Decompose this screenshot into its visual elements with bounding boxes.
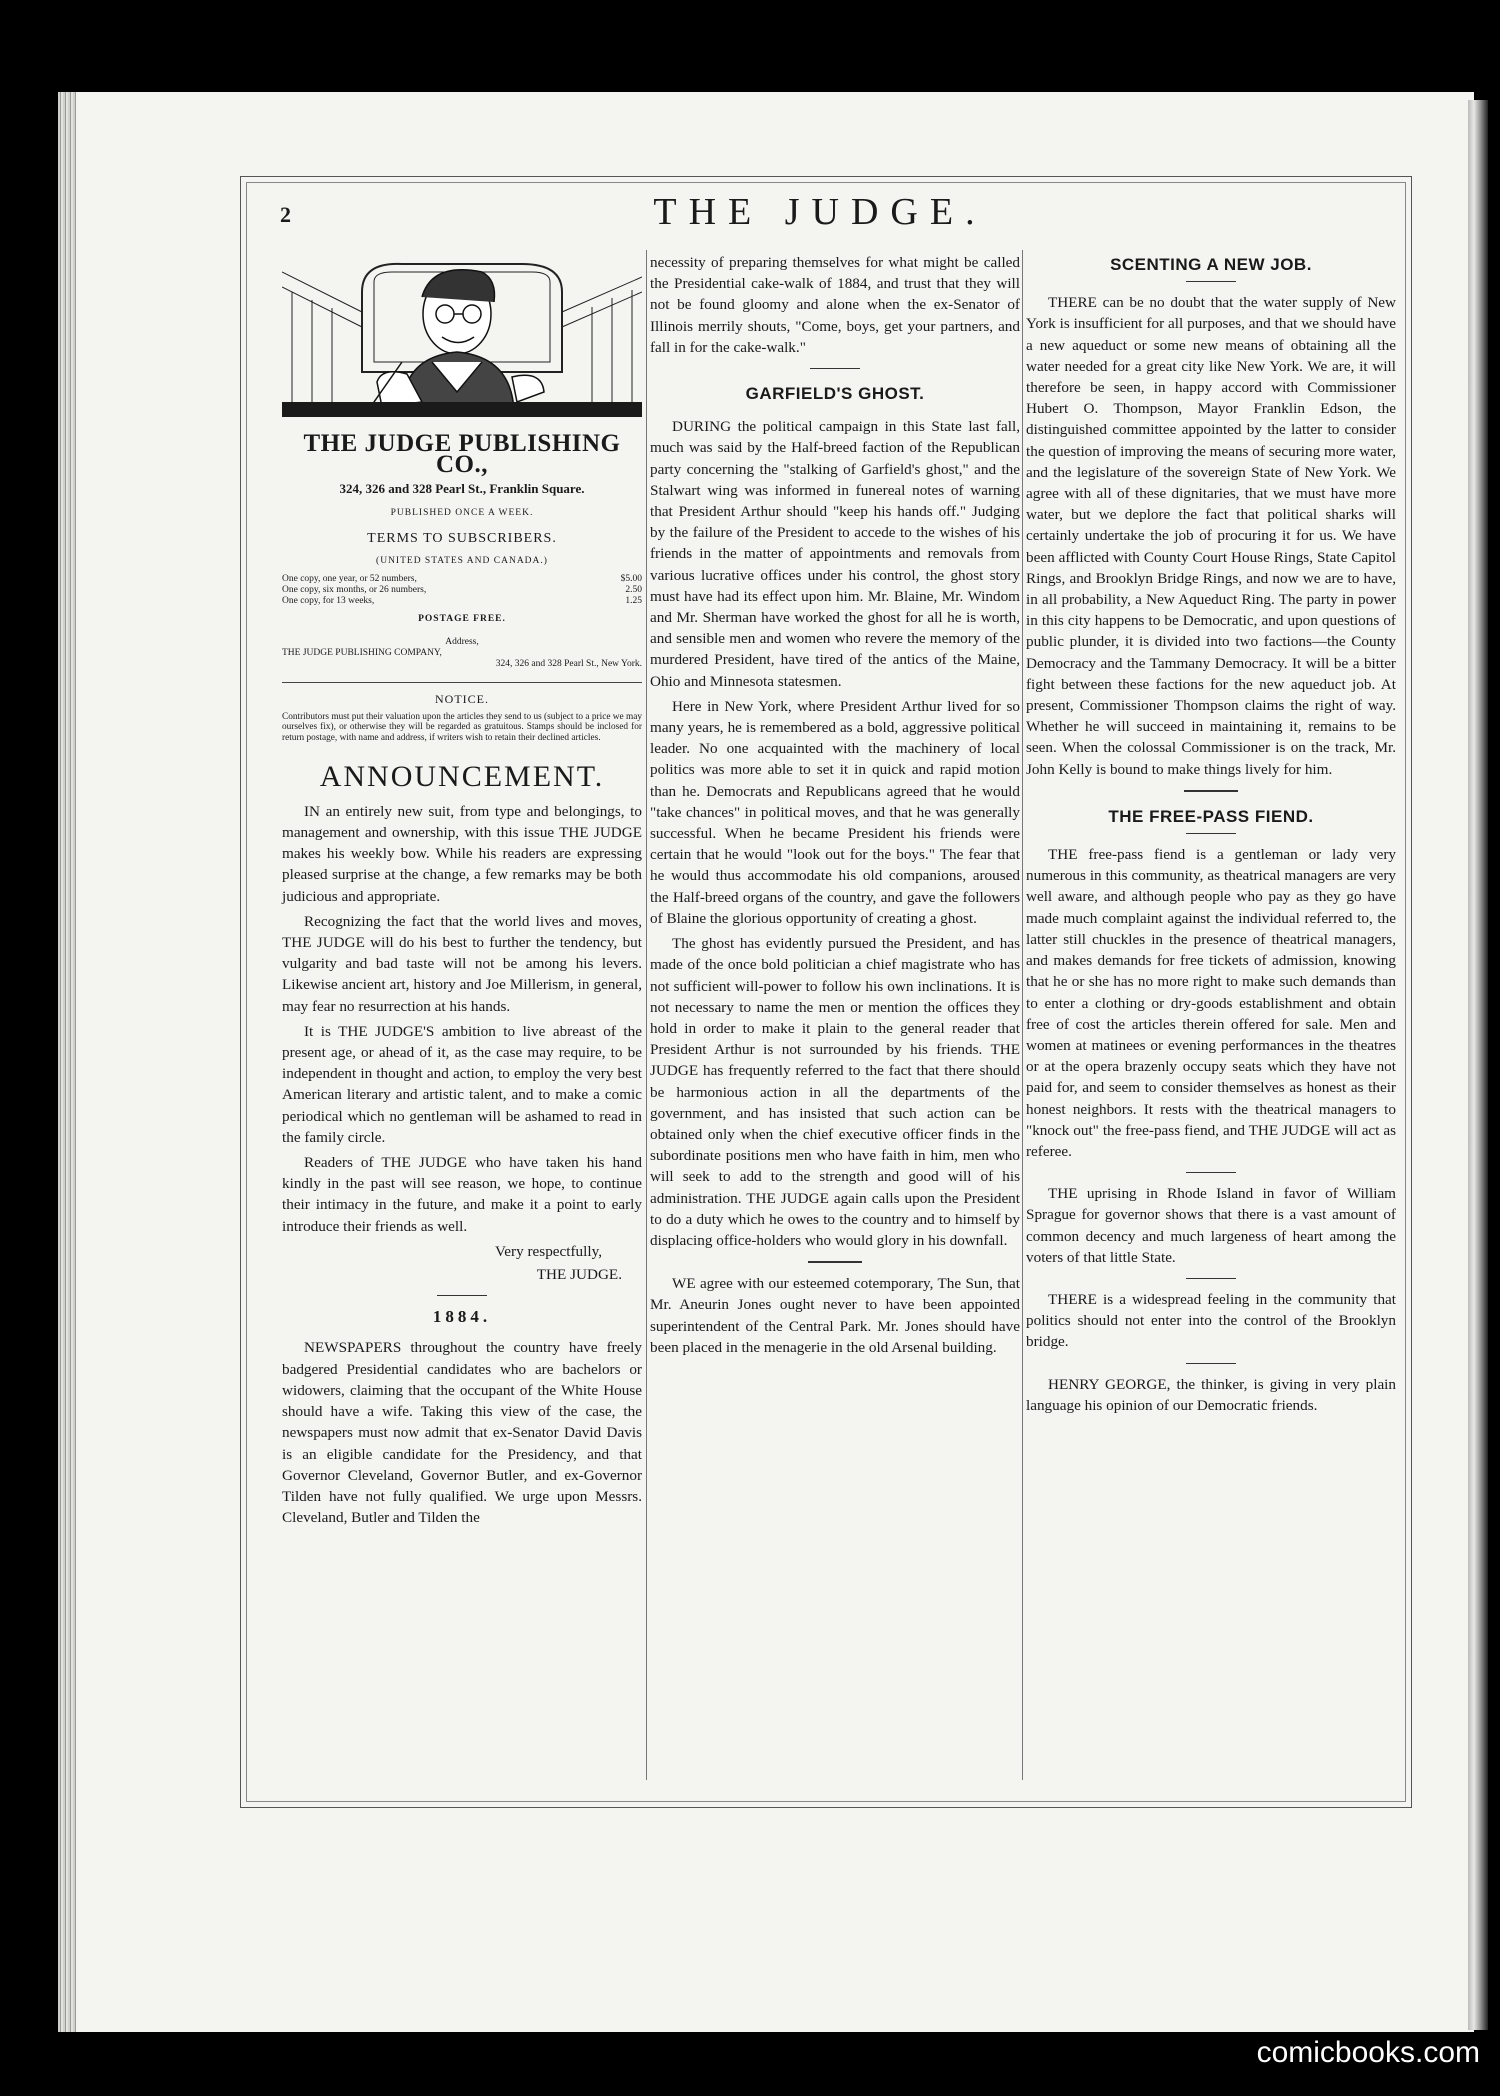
garfield-title: GARFIELD'S GHOST. — [745, 384, 925, 404]
freepass-text: THE free-pass fiend is a gentleman or lady very numerous in this community, as theatrical managers are very well aware, and although people who pay as they go have made much complaint against the individual referred to, the latter still chuckles in the presence of theatrical managers, and makes demands for free tickets of admission, knowing that he or she has no more right to make such demands than to enter a clothing or dry-goods establishment and obtain free of cost the articles therein offered for sale. Men and women at matinees or evening performances in the theatres or at the opera brazenly occupy seats which they have not paid for, and seem to consider themselves as honest as their honest neighbors. It rests with the theatrical managers to "knock out" the free-pass fiend, and THE JUDGE will act as referee. — [1026, 846, 1396, 1160]
short-note: THERE is a widespread feeling in the community that politics should not enter into the control of the Brooklyn bridge. — [1026, 1290, 1396, 1351]
judge-writing-illustration-icon — [282, 252, 642, 417]
publisher-address: 324, 326 and 328 Pearl St., Franklin Square. — [339, 480, 585, 496]
publication-frequency: PUBLISHED ONCE A WEEK. — [390, 507, 534, 518]
article-1884-text: NEWSPAPERS throughout the country have freely badgered Presidential candidates who are bachelors or widowers, claiming that the occupant of the White House should have a wife. Taking this view of the case, the newspapers must now admit that ex-Senator David Davis is an eligible candidate for the Presidency, and that Governor Cleveland, Governor Butler, and ex-Governor Tilden have not fully qualified. We urge upon Messrs. Cleveland, Butler and Tilden the — [282, 1339, 642, 1527]
rate-row: One copy, six months, or 26 numbers, 2.50 — [282, 585, 642, 596]
page-binding — [58, 92, 76, 2032]
freepass-title: THE FREE-PASS FIEND. — [1108, 806, 1314, 826]
announcement-paragraph: Recognizing the fact that the world lives and moves, THE JUDGE will do his best to further the tendency, but vulgarity and bad taste will not be among his levers. Likewise ancient art, history and Joe Millerism, in general, may fear no resurrection at his hands. — [282, 912, 642, 1015]
section-rule — [1186, 833, 1236, 834]
postage-note: POSTAGE FREE. — [418, 614, 506, 625]
column-rule-2 — [1022, 250, 1023, 1780]
section-rule — [1186, 1278, 1236, 1279]
section-rule — [1186, 281, 1236, 282]
garfield-paragraph: Here in New York, where President Arthur lived for so many years, he is remembered as a bold, aggressive political leader. No one acquainted with the machinery of local politics was more able to set it in quick and rapid motion than he. Democrats and Republicans agreed that he would "take chances" in political moves, and that he was generally successful. When he became President his friends were certain that he would "look out for the boys." The fear that he would thus accommodate his old companions, aroused the Half-breed organs of the country, and gave the followers of Blaine the glorious opportunity of creating a ghost. — [650, 697, 1020, 927]
scenting-text: THERE can be no doubt that the water supply of New York is insufficient for all purposes, and that we should have a new aqueduct or some new means of obtaining all the water needed for a great city like New York. We are, it will therefore be seen, in happy accord with Commissioner Hubert O. Thompson, Mayor Franklin Edson, the distinguished committee appointed by the latter to consider the question of improving the means of securing more water, and the legislature of the sovereign State of New York. We agree with all of these dignitaries, that we must have more water, but we deplore the fact that political sharks will certainly undertake the job of procuring it for us. We have been afflicted with County Court House Rings, State Capitol Rings, and Brooklyn Bridge Rings, and now we are to have, in all probability, a New Aqueduct Ring. The party in power in this city happens to be Democratic, and upon questions of public plunder, it is divided into two factions—the County Democracy and the Tammany Democracy. It will be a bitter fight between these factions for the new aqueduct job. At present, Commissioner Thompson claims the right of way. Whether he will succeed in maintaining it, remains to be seen. When the colossal Commissioner is on the track, Mr. John Kelly is bound to make things lively for him. — [1026, 294, 1396, 778]
page-number: 2 — [280, 202, 291, 227]
garfield-paragraph: DURING the political campaign in this State last fall, much was said by the Half-breed faction of the Republican party concerning the "stalking of Garfield's ghost," and the Stalwart wing was informed in funereal notes of warning that President Arthur should "keep his hands off." Judging by the failure of the President to accede to the wishes of his friends in the matter of appointments and removals from various lucrative offices under his control, the ghost story must have had its effect upon him. Mr. Blaine, Mr. Windom and Mr. Sherman have worked the ghost for all he is worth, and sensible men and women who revere the memory of the murdered President, have tired of the antics of the Maine, Ohio and Minnesota statesmen. — [650, 418, 1020, 690]
scenting-title: SCENTING A NEW JOB. — [1110, 255, 1312, 274]
section-rule — [1184, 790, 1238, 792]
announcement-paragraph: It is THE JUDGE'S ambition to live abreast of the present age, or ahead of it, as the case may require, to be independent in thought and action, to employ the very best American literary and artistic talent, and to make a comic periodical which no gentleman will be ashamed to read in the family circle. — [282, 1022, 642, 1146]
watermark: comicbooks.com — [1256, 2036, 1480, 2069]
company-address-block: Address, THE JUDGE PUBLISHING COMPANY, 324, 326 and 328 Pearl St., New York. — [282, 636, 642, 669]
notice-body: Contributors must put their valuation upon the articles they send to us (subject to a price we may ourselves fix), or otherwise they will be regarded as gratuitous. Stamps should be inclosed for return postage, with name and address, if writers wish to retain their declined articles. — [282, 711, 642, 744]
announcement-paragraph: IN an entirely new suit, from type and belongings, to management and ownership, with this issue THE JUDGE makes his weekly bow. While his readers are expressing pleased surprise at the change, a few remarks may be both judicious and appropriate. — [282, 802, 642, 905]
article-1884-continued: necessity of preparing themselves for what might be called the Presidential cake-walk of 1884, and trust that they will not be found gloomy and alone when the ex-Senator of Illinois merrily shouts, "Come, boys, get your partners, and fall in for the cake-walk." — [650, 254, 1020, 356]
page-edge — [1468, 100, 1488, 2030]
section-rule — [808, 1261, 862, 1263]
short-note: THE uprising in Rhode Island in favor of William Sprague for governor shows that there is a vast amount of common decency and much largeness of heart among the voters of that little State. — [1026, 1185, 1396, 1266]
rates-list — [282, 574, 642, 607]
short-note: HENRY GEORGE, the thinker, is giving in very plain language his opinion of our Democratic friends. — [1026, 1375, 1396, 1414]
terms-title: TERMS TO SUBSCRIBERS. — [367, 531, 557, 547]
announcement-paragraph: Readers of THE JUDGE who have taken his hand kindly in the past will see reason, we hope, to continue their intimacy in the future, and make it a point to early introduce their friends as well. — [282, 1154, 642, 1235]
masthead-title: THE JUDGE. — [653, 191, 987, 233]
announcement-signature: THE JUDGE. — [536, 1266, 622, 1284]
article-1884-title: 1884. — [432, 1307, 492, 1327]
announcement-closing: Very respectfully, — [495, 1242, 602, 1260]
column-3 — [1026, 250, 1396, 1420]
rate-row: One copy, one year, or 52 numbers, $5.00 — [282, 574, 642, 585]
column-2 — [650, 252, 1020, 1362]
sun-note: WE agree with our esteemed cotemporary, The Sun, that Mr. Aneurin Jones ought never to have been appointed superintendent of the Central Park. Mr. Jones should have been placed in the menagerie in the old Arsenal building. — [650, 1275, 1020, 1356]
terms-note: (UNITED STATES AND CANADA.) — [376, 556, 548, 567]
column-1 — [282, 250, 642, 1532]
publisher-name: THE JUDGE PUBLISHING CO., — [303, 430, 621, 479]
section-rule — [1186, 1363, 1236, 1364]
section-rule — [437, 1295, 487, 1296]
section-rule — [1186, 1172, 1236, 1173]
garfield-paragraph: The ghost has evidently pursued the President, and has made of the once bold politician a chief magistrate who has not sufficient will-power to follow his own inclinations. It is not necessary to name the men or mention the offices they hold in order to make it plain to the general reader that President Arthur is not surrounded by his friends. THE JUDGE has frequently referred to the fact that there should be harmonious action in all the departments of the government, and has insisted that such action can be obtained only when the chief executive officer finds in the subordinate positions men who have faith in him, men who will seek to add to the strength and good will of his administration. THE JUDGE again calls upon the President to do a duty which he owes to the country and to himself by displacing office-holders who would glory in his downfall. — [650, 935, 1020, 1249]
section-rule — [810, 368, 860, 369]
rate-row: One copy, for 13 weeks, 1.25 — [282, 596, 642, 607]
announcement-title: ANNOUNCEMENT. — [319, 759, 605, 793]
notice-title: NOTICE. — [282, 682, 642, 710]
column-rule-1 — [646, 250, 647, 1780]
